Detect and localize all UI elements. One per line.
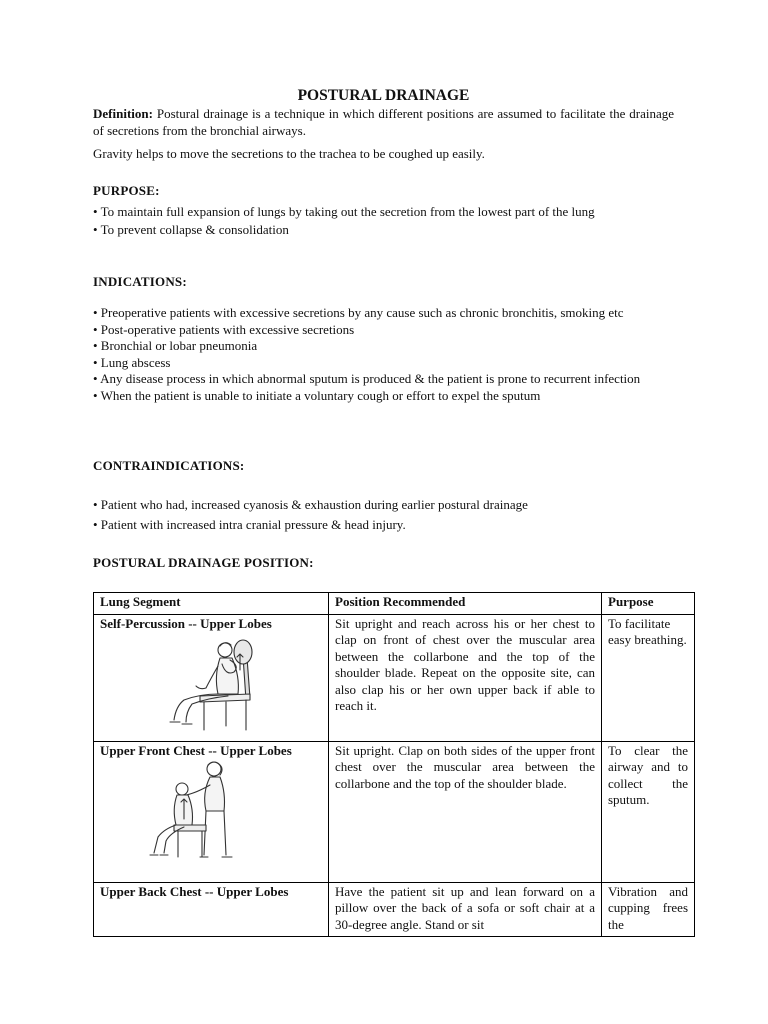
position-cell: Sit upright. Clap on both sides of the upper front chest over the muscular area between the collarbone and the top of the shoulder blade. xyxy=(329,741,602,882)
list-item: • Any disease process in which abnormal sputum is produced & the patient is prone to recurrent infection xyxy=(93,371,641,386)
segment-cell xyxy=(94,741,329,882)
table-row xyxy=(94,614,695,741)
list-item: • To prevent collapse & consolidation xyxy=(93,221,289,237)
definition-gravity-line: Gravity helps to move the secretions to the trachea to be coughed up easily. xyxy=(93,146,485,161)
upper-front-chest-illustration xyxy=(140,759,270,861)
col-header-position-recommended: Position Recommended xyxy=(329,593,602,615)
indications-list xyxy=(93,305,674,404)
contraindications-list xyxy=(93,497,674,533)
segment-cell xyxy=(94,882,329,937)
position-cell: Have the patient sit up and lean forward on a pillow over the back of a sofa or soft chair at a 30-degree angle. Stand or sit xyxy=(329,882,602,937)
indications-heading: INDICATIONS: xyxy=(93,274,187,289)
list-item: • Patient who had, increased cyanosis & exhaustion during earlier postural drainage xyxy=(93,497,528,512)
definition-label: Definition: xyxy=(93,106,153,121)
purpose-list xyxy=(93,204,674,238)
purpose-cell: To clear the airway and to collect the sputum. xyxy=(602,741,695,882)
position-cell: Sit upright and reach across his or her chest to clap on front of chest over the muscular area between the collarbone and the top of the shoulder blade. Repeat on the opposite site, can also clap his or her own upper back if able to reach it. xyxy=(329,614,602,741)
list-item: • Bronchial or lobar pneumonia xyxy=(93,338,258,353)
list-item: • When the patient is unable to initiate a voluntary cough or effort to expel the sputum xyxy=(93,387,541,403)
page-title: POSTURAL DRAINAGE xyxy=(297,87,470,104)
list-item: • Patient with increased intra cranial pressure & head injury. xyxy=(93,516,406,532)
segment-cell xyxy=(94,614,329,741)
segment-name: Self-Percussion -- Upper Lobes xyxy=(100,615,272,631)
table-header-row xyxy=(94,593,695,615)
col-header-purpose: Purpose xyxy=(602,593,695,615)
col-header-lung-segment: Lung Segment xyxy=(94,593,329,615)
purpose-cell: Vibration and cupping frees the xyxy=(602,882,695,937)
table-row xyxy=(94,882,695,937)
list-item: • Post-operative patients with excessive secretions xyxy=(93,321,355,337)
table-row xyxy=(94,741,695,882)
segment-name: Upper Back Chest -- Upper Lobes xyxy=(100,883,289,899)
contraindications-heading: CONTRAINDICATIONS: xyxy=(93,458,245,473)
self-percussion-illustration xyxy=(130,636,280,732)
positions-heading: POSTURAL DRAINAGE POSITION: xyxy=(93,555,314,570)
definition-paragraph xyxy=(93,106,674,139)
list-item: • Lung abscess xyxy=(93,354,171,370)
postural-drainage-table xyxy=(93,592,695,937)
list-item: • To maintain full expansion of lungs by taking out the secretion from the lowest part of the lung xyxy=(93,204,595,219)
segment-name: Upper Front Chest -- Upper Lobes xyxy=(100,742,292,758)
definition-text: Postural drainage is a technique in which different positions are assumed to facilitate the drainage of secretions from the bronchial airways. xyxy=(93,106,675,138)
list-item: • Preoperative patients with excessive secretions by any cause such as chronic bronchitis, smoking etc xyxy=(93,305,624,320)
purpose-heading: PURPOSE: xyxy=(93,183,160,198)
purpose-cell: To facilitate easy breathing. xyxy=(602,614,695,741)
